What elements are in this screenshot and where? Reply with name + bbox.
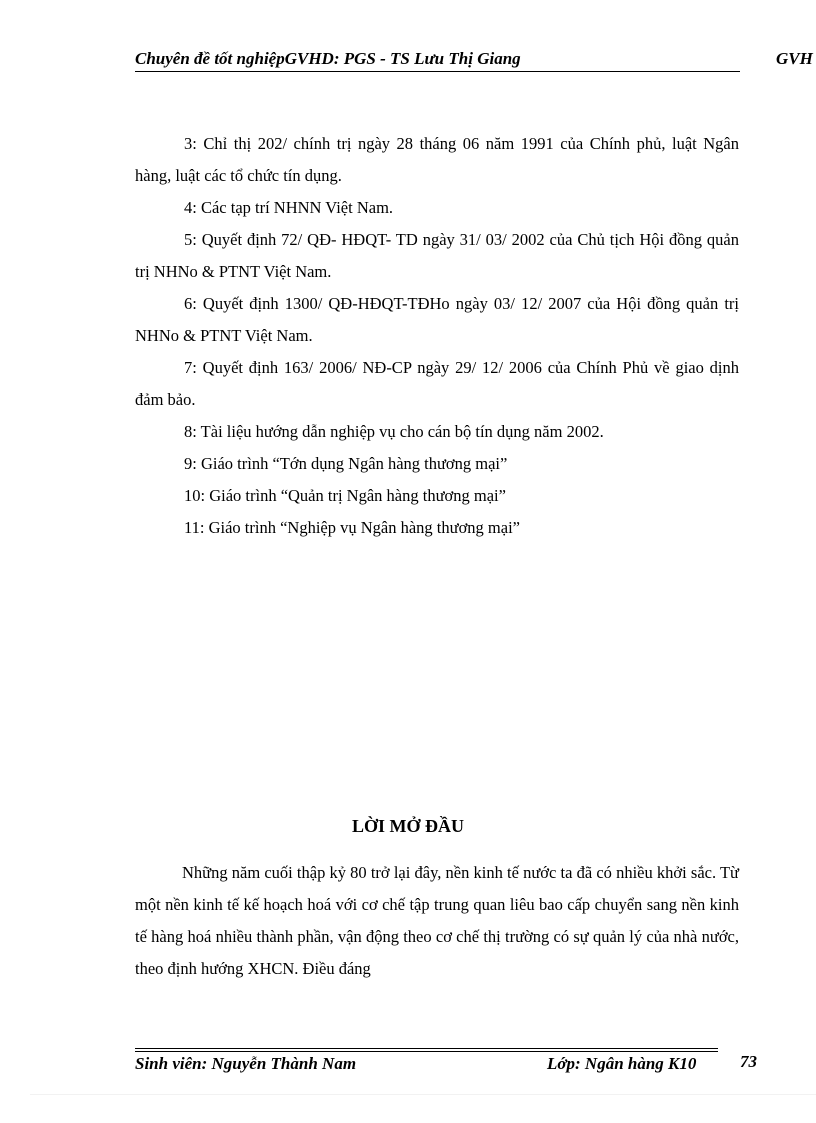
footer-student: Sinh viên: Nguyễn Thành Nam: [135, 1054, 357, 1073]
reference-item: 7: Quyết định 163/ 2006/ NĐ-CP ngày 29/ 12/ 2006 của Chính Phủ về giao dịnh đảm bảo.: [135, 358, 739, 409]
header-divider: [135, 71, 740, 72]
page-number: 73: [740, 1052, 757, 1071]
reference-item: 9: Giáo trình “Tớn dụng Ngân hàng thương mại”: [184, 454, 508, 473]
section-title: LỜI MỞ ĐẦU: [352, 816, 464, 836]
reference-item: 5: Quyết định 72/ QĐ- HĐQT- TD ngày 31/ 03/ 2002 của Chủ tịch Hội đồng quản trị NHNo & PTNT Việt Nam.: [135, 230, 739, 281]
header-right-fragment: GVH: [776, 49, 813, 68]
reference-item: 4: Các tạp trí NHNN Việt Nam.: [184, 198, 394, 217]
reference-item: 3: Chỉ thị 202/ chính trị ngày 28 tháng 06 năm 1991 của Chính phủ, luật Ngân hàng, luật các tổ chức tín dụng.: [135, 134, 739, 185]
reference-item: 10: Giáo trình “Quản trị Ngân hàng thương mại”: [184, 486, 506, 505]
footer-divider: [135, 1048, 718, 1049]
reference-list: [135, 128, 739, 544]
reference-item: 6: Quyết định 1300/ QĐ-HĐQT-TĐHo ngày 03/ 12/ 2007 của Hội đồng quản trị NHNo & PTNT Việt Nam.: [135, 294, 739, 345]
footer-divider: [135, 1051, 718, 1052]
footer-class: Lớp: Ngân hàng K10: [547, 1054, 697, 1073]
header-title: Chuyên đề tốt nghiệpGVHD: PGS - TS Lưu Thị Giang: [135, 49, 521, 68]
page-edge-line: [30, 1094, 816, 1095]
reference-item: 8: Tài liệu hướng dẫn nghiệp vụ cho cán bộ tín dụng năm 2002.: [184, 422, 604, 441]
reference-item: 11: Giáo trình “Nghiệp vụ Ngân hàng thương mại”: [184, 518, 520, 537]
intro-paragraph: Những năm cuối thập kỷ 80 trở lại đây, nền kinh tế nước ta đã có nhiều khởi sắc. Từ một nền kinh tế kế hoạch hoá với cơ chế tập trung quan liêu bao cấp chuyển sang nền kinh tế hàng hoá nhiều thành phần, vận động theo cơ chế thị trường có sự quản lý của nhà nước, theo định hướng XHCN. Điều đáng: [135, 863, 739, 978]
